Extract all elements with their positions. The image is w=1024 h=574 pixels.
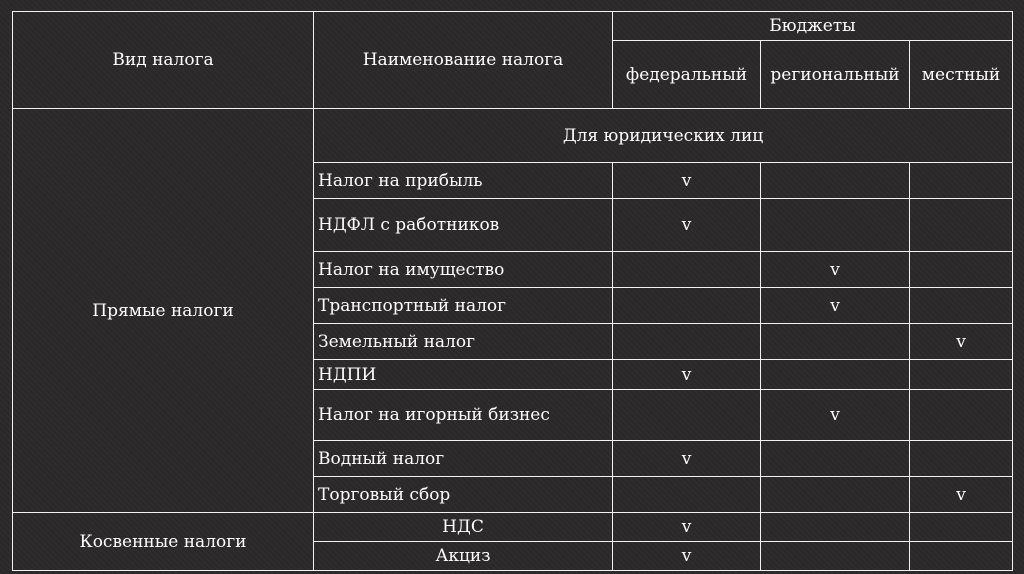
header-regional: региональный [761,41,910,109]
regional-mark-cell [761,324,910,360]
regional-mark-cell [761,477,910,513]
regional-mark-cell: v [761,390,910,441]
tax-name-cell: Налог на игорный бизнес [314,390,613,441]
local-mark-cell [910,441,1013,477]
regional-mark-cell [761,513,910,542]
federal-mark-cell [613,477,761,513]
group-indirect-taxes: Косвенные налоги [13,513,314,571]
table-row [13,513,1013,542]
header-federal: федеральный [613,41,761,109]
tax-name-cell: Акциз [314,542,613,571]
local-mark-cell [910,199,1013,252]
regional-mark-cell: v [761,288,910,324]
federal-mark-cell: v [613,441,761,477]
section-legal-entities: Для юридических лиц [314,109,1013,163]
federal-mark-cell [613,288,761,324]
local-mark-cell [910,513,1013,542]
group-direct-taxes: Прямые налоги [13,109,314,513]
local-mark-cell: v [910,324,1013,360]
tax-name-cell: НДПИ [314,360,613,390]
federal-mark-cell [613,390,761,441]
tax-name-cell: НДС [314,513,613,542]
tax-name-cell: Водный налог [314,441,613,477]
header-tax-type: Вид налога [13,12,314,109]
regional-mark-cell [761,360,910,390]
federal-mark-cell: v [613,163,761,199]
federal-mark-cell [613,252,761,288]
tax-name-cell: Торговый сбор [314,477,613,513]
local-mark-cell [910,542,1013,571]
tax-name-cell: НДФЛ с работников [314,199,613,252]
federal-mark-cell: v [613,199,761,252]
regional-mark-cell [761,441,910,477]
regional-mark-cell [761,163,910,199]
tax-name-cell: Налог на прибыль [314,163,613,199]
federal-mark-cell: v [613,513,761,542]
federal-mark-cell: v [613,542,761,571]
local-mark-cell [910,390,1013,441]
local-mark-cell [910,288,1013,324]
local-mark-cell [910,252,1013,288]
federal-mark-cell: v [613,360,761,390]
header-budgets: Бюджеты [613,12,1013,41]
tax-name-cell: Земельный налог [314,324,613,360]
regional-mark-cell [761,542,910,571]
federal-mark-cell [613,324,761,360]
regional-mark-cell: v [761,252,910,288]
local-mark-cell: v [910,477,1013,513]
header-tax-name: Наименование налога [314,12,613,109]
header-local: местный [910,41,1013,109]
tax-budget-table [12,11,1013,571]
tax-name-cell: Транспортный налог [314,288,613,324]
local-mark-cell [910,360,1013,390]
local-mark-cell [910,163,1013,199]
regional-mark-cell [761,199,910,252]
tax-name-cell: Налог на имущество [314,252,613,288]
